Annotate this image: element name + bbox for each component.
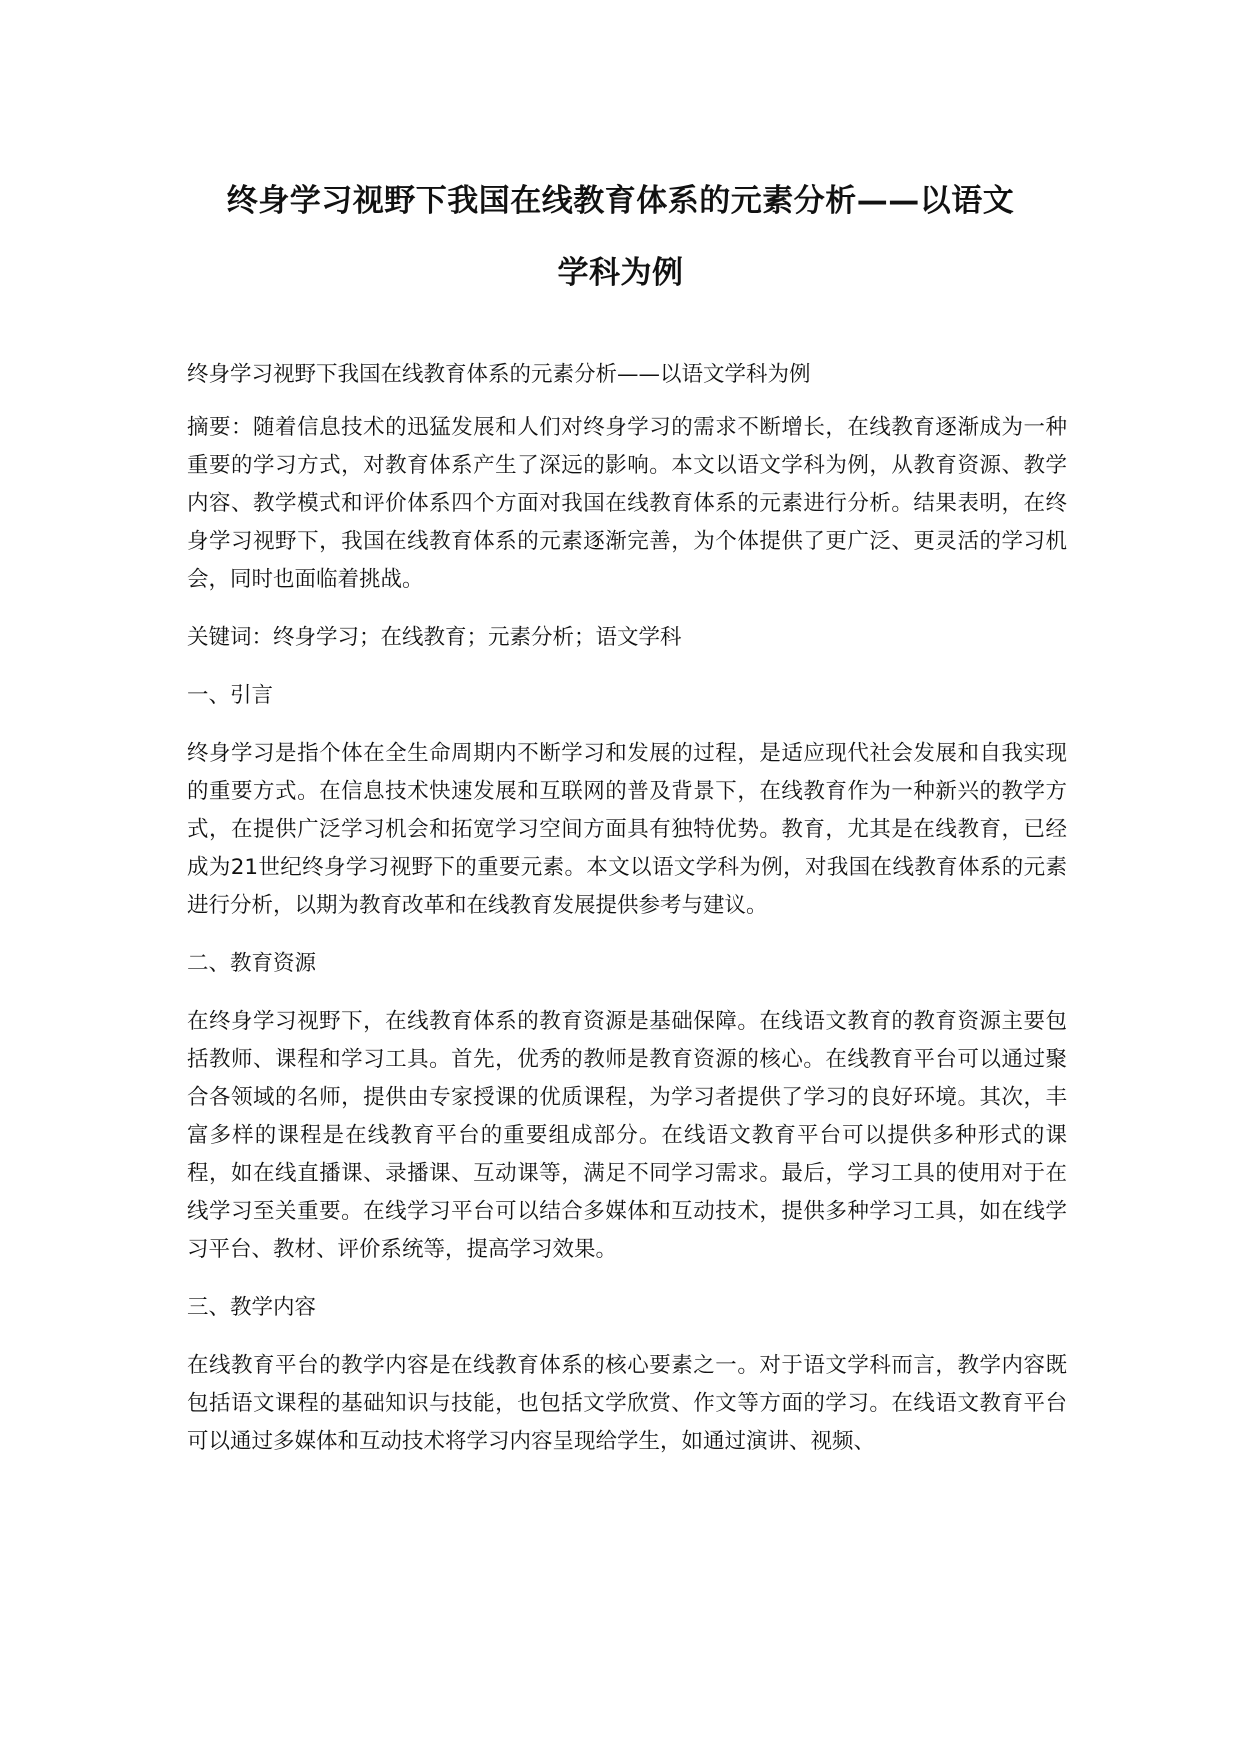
- section-body-teaching-content: 在线教育平台的教学内容是在线教育体系的核心要素之一。对于语文学科而言，教学内容既包括语文课程的基础知识与技能，也包括文学欣赏、作文等方面的学习。在线语文教育平台可以通过多媒体和互动技术将学习内容呈现给学生，如通过演讲、视频、: [187, 1353, 1067, 1454]
- section-heading-teaching-content: 三、教学内容: [187, 1295, 317, 1320]
- document-body: [187, 356, 1067, 1481]
- section-heading-introduction: 一、引言: [187, 683, 274, 708]
- abstract-paragraph: 摘要：随着信息技术的迅猛发展和人们对终身学习的需求不断增长，在线教育逐渐成为一种重要的学习方式，对教育体系产生了深远的影响。本文以语文学科为例，从教育资源、教学内容、教学模式和评价体系四个方面对我国在线教育体系的元素进行分析。结果表明，在终身学习视野下，我国在线教育体系的元素逐渐完善，为个体提供了更广泛、更灵活的学习机会，同时也面临着挑战。: [187, 415, 1067, 592]
- keywords-paragraph: 关键词：终身学习；在线教育；元素分析；语文学科: [187, 625, 682, 650]
- document-subtitle: 终身学习视野下我国在线教育体系的元素分析——以语文学科为例: [187, 362, 811, 387]
- section-body-introduction: 终身学习是指个体在全生命周期内不断学习和发展的过程，是适应现代社会发展和自我实现的重要方式。在信息技术快速发展和互联网的普及背景下，在线教育作为一种新兴的教学方式，在提供广泛学习机会和拓宽学习空间方面具有独特优势。教育，尤其是在线教育，已经成为21世纪终身学习视野下的重要元素。本文以语文学科为例，对我国在线教育体系的元素进行分析，以期为教育改革和在线教育发展提供参考与建议。: [187, 741, 1067, 918]
- section-heading-education-resources: 二、教育资源: [187, 951, 317, 976]
- document-title-line-1: 终身学习视野下我国在线教育体系的元素分析——以语文: [226, 183, 1015, 219]
- section-body-education-resources: 在终身学习视野下，在线教育体系的教育资源是基础保障。在线语文教育的教育资源主要包括教师、课程和学习工具。首先，优秀的教师是教育资源的核心。在线教育平台可以通过聚合各领域的名师，提供由专家授课的优质课程，为学习者提供了学习的良好环境。其次，丰富多样的课程是在线教育平台的重要组成部分。在线语文教育平台可以提供多种形式的课程，如在线直播课、录播课、互动课等，满足不同学习需求。最后，学习工具的使用对于在线学习至关重要。在线学习平台可以结合多媒体和互动技术，提供多种学习工具，如在线学习平台、教材、评价系统等，提高学习效果。: [187, 1009, 1067, 1262]
- document-title-line-2: 学科为例: [557, 255, 684, 291]
